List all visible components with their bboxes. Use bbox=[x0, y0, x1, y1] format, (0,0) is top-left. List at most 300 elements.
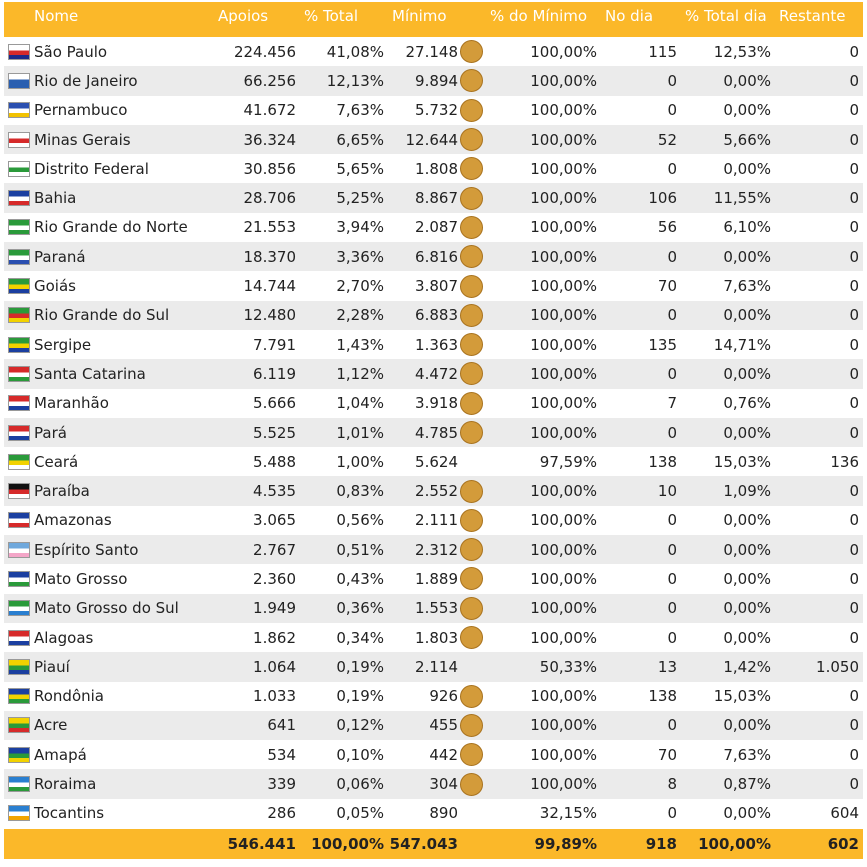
totals-restante: 602 bbox=[827, 835, 859, 854]
cell-restante: 0 bbox=[849, 716, 859, 735]
cell-no-dia: 138 bbox=[648, 687, 677, 706]
cell-minimo-value: 27.148 bbox=[405, 42, 458, 61]
cell-restante: 0 bbox=[849, 159, 859, 178]
cell-state-name: Rondônia bbox=[34, 687, 104, 706]
cell-pct-total-dia: 6,10% bbox=[723, 218, 771, 237]
cell-no-dia: 8 bbox=[667, 775, 677, 794]
parana-flag-icon bbox=[8, 249, 30, 265]
table-row[interactable] bbox=[4, 799, 863, 828]
flag-cell bbox=[4, 219, 32, 235]
cell-pct-total-dia: 0,00% bbox=[723, 159, 771, 178]
header-flag bbox=[4, 2, 32, 7]
cell-pct-total: 12,13% bbox=[326, 71, 384, 90]
cell-pct-total-dia: 0,00% bbox=[723, 511, 771, 530]
table-row[interactable] bbox=[4, 418, 863, 447]
cell-pct-minimo: 100,00% bbox=[530, 189, 597, 208]
cell-pct-total: 1,01% bbox=[336, 423, 384, 442]
cell-restante: 0 bbox=[849, 218, 859, 237]
cell-minimo bbox=[388, 450, 486, 473]
flag-cell bbox=[4, 161, 32, 177]
cell-minimo bbox=[388, 362, 486, 385]
cell-pct-minimo: 100,00% bbox=[530, 218, 597, 237]
cell-no-dia: 70 bbox=[657, 277, 677, 296]
goal-met-icon bbox=[460, 216, 483, 239]
flag-cell bbox=[4, 307, 32, 323]
cell-restante: 0 bbox=[849, 511, 859, 530]
table-row[interactable] bbox=[4, 271, 863, 300]
cell-pct-total: 5,65% bbox=[336, 159, 384, 178]
totals-pct-minimo: 99,89% bbox=[534, 835, 597, 854]
acre-flag-icon bbox=[8, 717, 30, 733]
cell-minimo bbox=[388, 187, 486, 210]
goal-met-icon bbox=[460, 773, 483, 796]
table-row[interactable] bbox=[4, 682, 863, 711]
cell-pct-total-dia: 15,03% bbox=[713, 452, 771, 471]
cell-pct-total-dia: 7,63% bbox=[723, 277, 771, 296]
cell-pct-total-dia: 1,09% bbox=[723, 482, 771, 501]
cell-minimo bbox=[388, 69, 486, 92]
cell-minimo bbox=[388, 480, 486, 503]
cell-minimo-value: 9.894 bbox=[415, 71, 458, 90]
cell-restante: 0 bbox=[849, 394, 859, 413]
sergipe-flag-icon bbox=[8, 337, 30, 353]
cell-pct-total: 0,56% bbox=[336, 511, 384, 530]
cell-minimo bbox=[388, 128, 486, 151]
flag-cell bbox=[4, 278, 32, 294]
totals-row bbox=[4, 829, 863, 859]
cell-pct-total: 0,34% bbox=[336, 628, 384, 647]
flag-cell bbox=[4, 805, 32, 821]
cell-state-name: Amapá bbox=[34, 745, 87, 764]
cell-pct-total: 0,05% bbox=[336, 804, 384, 823]
cell-pct-minimo: 100,00% bbox=[530, 687, 597, 706]
espirito-santo-flag-icon bbox=[8, 542, 30, 558]
cell-minimo-value: 2.087 bbox=[415, 218, 458, 237]
cell-apoios: 3.065 bbox=[253, 511, 296, 530]
bahia-flag-icon bbox=[8, 190, 30, 206]
goal-met-icon bbox=[460, 245, 483, 268]
goal-met-icon bbox=[460, 128, 483, 151]
goal-met-icon bbox=[460, 421, 483, 444]
header-pct-minimo[interactable]: % do Mínimo bbox=[490, 7, 588, 25]
cell-pct-total: 0,19% bbox=[336, 657, 384, 676]
cell-state-name: Paraná bbox=[34, 247, 86, 266]
cell-minimo-value: 6.883 bbox=[415, 306, 458, 325]
flag-cell bbox=[4, 747, 32, 763]
cell-restante: 0 bbox=[849, 101, 859, 120]
cell-no-dia: 115 bbox=[648, 42, 677, 61]
cell-state-name: Mato Grosso do Sul bbox=[34, 599, 179, 618]
cell-pct-total: 1,12% bbox=[336, 364, 384, 383]
goal-met-icon bbox=[460, 685, 483, 708]
table-row[interactable] bbox=[4, 476, 863, 505]
cell-state-name: Paraíba bbox=[34, 482, 90, 501]
flag-cell bbox=[4, 659, 32, 675]
cell-apoios: 18.370 bbox=[243, 247, 296, 266]
cell-restante: 0 bbox=[849, 745, 859, 764]
cell-pct-minimo: 100,00% bbox=[530, 423, 597, 442]
cell-pct-minimo: 100,00% bbox=[530, 599, 597, 618]
header-pct-total[interactable]: % Total bbox=[304, 7, 359, 25]
cell-minimo-value: 4.785 bbox=[415, 423, 458, 442]
alagoas-flag-icon bbox=[8, 630, 30, 646]
table-row[interactable] bbox=[4, 769, 863, 798]
cell-minimo-value: 442 bbox=[429, 745, 458, 764]
cell-pct-minimo: 50,33% bbox=[539, 657, 597, 676]
cell-pct-total-dia: 14,71% bbox=[713, 335, 771, 354]
cell-pct-total: 3,94% bbox=[336, 218, 384, 237]
cell-pct-minimo: 100,00% bbox=[530, 306, 597, 325]
cell-restante: 0 bbox=[849, 335, 859, 354]
cell-no-dia: 0 bbox=[667, 511, 677, 530]
rio-grande-do-sul-flag-icon bbox=[8, 307, 30, 323]
cell-apoios: 36.324 bbox=[243, 130, 296, 149]
totals-minimo bbox=[388, 833, 486, 856]
header-pct-total-dia[interactable]: % Total dia bbox=[685, 7, 767, 25]
cell-state-name: Pernambuco bbox=[34, 101, 128, 120]
cell-pct-total: 1,00% bbox=[336, 452, 384, 471]
cell-state-name: Alagoas bbox=[34, 628, 94, 647]
cell-restante: 0 bbox=[849, 364, 859, 383]
goal-met-icon bbox=[460, 40, 483, 63]
cell-pct-total: 0,19% bbox=[336, 687, 384, 706]
cell-pct-total-dia: 7,63% bbox=[723, 745, 771, 764]
table-row[interactable] bbox=[4, 359, 863, 388]
cell-pct-total: 6,65% bbox=[336, 130, 384, 149]
cell-state-name: Tocantins bbox=[34, 804, 105, 823]
amapa-flag-icon bbox=[8, 747, 30, 763]
cell-apoios: 1.033 bbox=[253, 687, 296, 706]
cell-minimo-value: 1.553 bbox=[415, 599, 458, 618]
cell-minimo bbox=[388, 773, 486, 796]
table-body bbox=[4, 37, 863, 828]
cell-minimo bbox=[388, 626, 486, 649]
cell-minimo-value: 2.114 bbox=[415, 657, 458, 676]
cell-pct-minimo: 100,00% bbox=[530, 745, 597, 764]
cell-pct-minimo: 100,00% bbox=[530, 71, 597, 90]
flag-cell bbox=[4, 600, 32, 616]
cell-no-dia: 0 bbox=[667, 364, 677, 383]
goias-flag-icon bbox=[8, 278, 30, 294]
cell-minimo bbox=[388, 509, 486, 532]
cell-pct-minimo: 100,00% bbox=[530, 130, 597, 149]
piaui-flag-icon bbox=[8, 659, 30, 675]
states-matrix-table bbox=[4, 2, 863, 859]
cell-pct-total-dia: 0,00% bbox=[723, 247, 771, 266]
table-row[interactable] bbox=[4, 535, 863, 564]
cell-pct-minimo: 32,15% bbox=[539, 804, 597, 823]
cell-minimo bbox=[388, 685, 486, 708]
cell-pct-total: 0,10% bbox=[336, 745, 384, 764]
cell-pct-total-dia: 0,00% bbox=[723, 804, 771, 823]
cell-pct-total-dia: 0,00% bbox=[723, 569, 771, 588]
cell-minimo bbox=[388, 743, 486, 766]
table-row[interactable] bbox=[4, 506, 863, 535]
cell-minimo-value: 890 bbox=[429, 804, 458, 823]
table-row[interactable] bbox=[4, 37, 863, 66]
cell-apoios: 28.706 bbox=[243, 189, 296, 208]
flag-cell bbox=[4, 542, 32, 558]
cell-restante: 0 bbox=[849, 540, 859, 559]
cell-minimo-value: 1.889 bbox=[415, 569, 458, 588]
cell-pct-minimo: 100,00% bbox=[530, 101, 597, 120]
cell-pct-total: 0,12% bbox=[336, 716, 384, 735]
cell-no-dia: 0 bbox=[667, 628, 677, 647]
table-row[interactable] bbox=[4, 652, 863, 681]
sao-paulo-flag-icon bbox=[8, 44, 30, 60]
cell-pct-total: 5,25% bbox=[336, 189, 384, 208]
cell-state-name: Acre bbox=[34, 716, 68, 735]
flag-cell bbox=[4, 249, 32, 265]
cell-pct-minimo: 100,00% bbox=[530, 716, 597, 735]
flag-cell bbox=[4, 44, 32, 60]
cell-restante: 0 bbox=[849, 130, 859, 149]
goal-met-icon bbox=[460, 509, 483, 532]
cell-pct-total: 0,83% bbox=[336, 482, 384, 501]
cell-pct-total-dia: 0,00% bbox=[723, 628, 771, 647]
flag-cell bbox=[4, 337, 32, 353]
table-row[interactable] bbox=[4, 183, 863, 212]
header-minimo[interactable]: Mínimo bbox=[392, 7, 447, 25]
cell-minimo-value: 6.816 bbox=[415, 247, 458, 266]
cell-minimo bbox=[388, 40, 486, 63]
cell-pct-total-dia: 0,76% bbox=[723, 394, 771, 413]
cell-apoios: 1.862 bbox=[253, 628, 296, 647]
cell-state-name: Distrito Federal bbox=[34, 159, 149, 178]
roraima-flag-icon bbox=[8, 776, 30, 792]
cell-pct-total-dia: 12,53% bbox=[713, 42, 771, 61]
flag-cell bbox=[4, 512, 32, 528]
para-flag-icon bbox=[8, 425, 30, 441]
goal-met-icon bbox=[460, 743, 483, 766]
pernambuco-flag-icon bbox=[8, 102, 30, 118]
cell-no-dia: 0 bbox=[667, 71, 677, 90]
cell-pct-minimo: 100,00% bbox=[530, 42, 597, 61]
cell-no-dia: 70 bbox=[657, 745, 677, 764]
cell-pct-minimo: 97,59% bbox=[539, 452, 597, 471]
cell-minimo bbox=[388, 597, 486, 620]
cell-no-dia: 0 bbox=[667, 804, 677, 823]
cell-pct-minimo: 100,00% bbox=[530, 775, 597, 794]
goal-met-icon bbox=[460, 538, 483, 561]
goal-met-icon bbox=[460, 480, 483, 503]
cell-minimo-value: 8.867 bbox=[415, 189, 458, 208]
goal-met-icon bbox=[460, 157, 483, 180]
table-row[interactable] bbox=[4, 711, 863, 740]
goal-met-icon bbox=[460, 333, 483, 356]
cell-state-name: Rio Grande do Sul bbox=[34, 306, 170, 325]
header-apoios[interactable] bbox=[214, 2, 300, 25]
cell-pct-minimo: 100,00% bbox=[530, 247, 597, 266]
header-no-dia[interactable]: No dia bbox=[605, 7, 654, 25]
cell-pct-total: 0,43% bbox=[336, 569, 384, 588]
cell-pct-total-dia: 0,87% bbox=[723, 775, 771, 794]
table-row[interactable] bbox=[4, 66, 863, 95]
cell-pct-minimo: 100,00% bbox=[530, 540, 597, 559]
cell-restante: 0 bbox=[849, 569, 859, 588]
minas-gerais-flag-icon bbox=[8, 132, 30, 148]
cell-no-dia: 10 bbox=[657, 482, 677, 501]
table-row[interactable] bbox=[4, 740, 863, 769]
cell-state-name: Sergipe bbox=[34, 335, 92, 354]
cell-apoios: 224.456 bbox=[233, 42, 296, 61]
cell-pct-minimo: 100,00% bbox=[530, 511, 597, 530]
cell-minimo-value: 5.624 bbox=[415, 452, 458, 471]
cell-pct-total: 41,08% bbox=[326, 42, 384, 61]
cell-minimo bbox=[388, 245, 486, 268]
table-row[interactable] bbox=[4, 125, 863, 154]
table-header-row bbox=[4, 2, 863, 37]
goal-met-icon bbox=[460, 597, 483, 620]
cell-pct-minimo: 100,00% bbox=[530, 394, 597, 413]
cell-apoios: 5.666 bbox=[253, 394, 296, 413]
cell-state-name: Roraima bbox=[34, 775, 97, 794]
table-row[interactable] bbox=[4, 594, 863, 623]
tocantins-flag-icon bbox=[8, 805, 30, 821]
cell-minimo-value: 1.363 bbox=[415, 335, 458, 354]
cell-minimo bbox=[388, 421, 486, 444]
goal-met-icon bbox=[460, 304, 483, 327]
santa-catarina-flag-icon bbox=[8, 366, 30, 382]
cell-no-dia: 0 bbox=[667, 159, 677, 178]
cell-minimo-value: 12.644 bbox=[405, 130, 458, 149]
flag-cell bbox=[4, 132, 32, 148]
header-restante[interactable]: Restante bbox=[779, 7, 846, 25]
cell-no-dia: 13 bbox=[657, 657, 677, 676]
header-nome[interactable]: Nome bbox=[34, 7, 79, 25]
flag-cell bbox=[4, 190, 32, 206]
cell-apoios: 41.672 bbox=[243, 101, 296, 120]
cell-state-name: Piauí bbox=[34, 657, 70, 676]
cell-state-name: Espírito Santo bbox=[34, 540, 139, 559]
goal-met-icon bbox=[460, 362, 483, 385]
cell-minimo-value: 926 bbox=[429, 687, 458, 706]
cell-pct-minimo: 100,00% bbox=[530, 159, 597, 178]
cell-minimo-value: 2.312 bbox=[415, 540, 458, 559]
cell-restante: 604 bbox=[830, 804, 859, 823]
cell-minimo bbox=[388, 99, 486, 122]
cell-pct-total-dia: 0,00% bbox=[723, 101, 771, 120]
cell-apoios: 286 bbox=[267, 804, 296, 823]
ceara-flag-icon bbox=[8, 454, 30, 470]
table-row[interactable] bbox=[4, 96, 863, 125]
flag-cell bbox=[4, 776, 32, 792]
cell-minimo-value: 3.918 bbox=[415, 394, 458, 413]
cell-restante: 0 bbox=[849, 628, 859, 647]
cell-pct-total: 0,06% bbox=[336, 775, 384, 794]
cell-no-dia: 135 bbox=[648, 335, 677, 354]
table-row[interactable] bbox=[4, 447, 863, 476]
goal-met-icon bbox=[460, 392, 483, 415]
cell-state-name: Bahia bbox=[34, 189, 77, 208]
cell-minimo-value: 3.807 bbox=[415, 277, 458, 296]
cell-no-dia: 138 bbox=[648, 452, 677, 471]
cell-pct-total: 3,36% bbox=[336, 247, 384, 266]
cell-minimo-value: 455 bbox=[429, 716, 458, 735]
cell-pct-minimo: 100,00% bbox=[530, 628, 597, 647]
cell-restante: 0 bbox=[849, 42, 859, 61]
cell-state-name: Rio de Janeiro bbox=[34, 71, 138, 90]
cell-no-dia: 0 bbox=[667, 569, 677, 588]
cell-pct-total-dia: 0,00% bbox=[723, 716, 771, 735]
cell-state-name: Rio Grande do Norte bbox=[34, 218, 188, 237]
cell-state-name: Mato Grosso bbox=[34, 569, 128, 588]
rondonia-flag-icon bbox=[8, 688, 30, 704]
cell-apoios: 5.525 bbox=[253, 423, 296, 442]
cell-no-dia: 106 bbox=[648, 189, 677, 208]
cell-pct-total-dia: 0,00% bbox=[723, 364, 771, 383]
cell-restante: 0 bbox=[849, 277, 859, 296]
table-row[interactable] bbox=[4, 389, 863, 418]
cell-no-dia: 0 bbox=[667, 540, 677, 559]
cell-no-dia: 52 bbox=[657, 130, 677, 149]
mato-grosso-do-sul-flag-icon bbox=[8, 600, 30, 616]
table-row[interactable] bbox=[4, 623, 863, 652]
flag-cell bbox=[4, 688, 32, 704]
table-row[interactable] bbox=[4, 564, 863, 593]
rio-de-janeiro-flag-icon bbox=[8, 73, 30, 89]
cell-apoios: 6.119 bbox=[253, 364, 296, 383]
cell-restante: 0 bbox=[849, 247, 859, 266]
cell-pct-total-dia: 11,55% bbox=[713, 189, 771, 208]
cell-pct-total-dia: 0,00% bbox=[723, 540, 771, 559]
cell-apoios: 5.488 bbox=[253, 452, 296, 471]
cell-restante: 0 bbox=[849, 687, 859, 706]
cell-pct-minimo: 100,00% bbox=[530, 482, 597, 501]
cell-pct-total-dia: 0,00% bbox=[723, 599, 771, 618]
cell-pct-total: 1,04% bbox=[336, 394, 384, 413]
amazonas-flag-icon bbox=[8, 512, 30, 528]
cell-restante: 1.050 bbox=[816, 657, 859, 676]
cell-apoios: 1.949 bbox=[253, 599, 296, 618]
cell-apoios: 1.064 bbox=[253, 657, 296, 676]
cell-restante: 0 bbox=[849, 599, 859, 618]
table-row[interactable] bbox=[4, 213, 863, 242]
cell-pct-total-dia: 0,00% bbox=[723, 71, 771, 90]
cell-pct-total: 0,36% bbox=[336, 599, 384, 618]
flag-cell bbox=[4, 483, 32, 499]
goal-met-icon bbox=[460, 69, 483, 92]
totals-minimo-value: 547.043 bbox=[389, 835, 458, 854]
cell-minimo-value: 5.732 bbox=[415, 101, 458, 120]
table-row[interactable] bbox=[4, 301, 863, 330]
cell-apoios: 2.360 bbox=[253, 569, 296, 588]
cell-minimo-value: 1.803 bbox=[415, 628, 458, 647]
flag-cell bbox=[4, 717, 32, 733]
table-row[interactable] bbox=[4, 330, 863, 359]
cell-state-name: São Paulo bbox=[34, 42, 108, 61]
goal-met-icon bbox=[460, 187, 483, 210]
goal-met-icon bbox=[460, 626, 483, 649]
cell-apoios: 534 bbox=[267, 745, 296, 764]
cell-pct-total: 2,28% bbox=[336, 306, 384, 325]
cell-no-dia: 7 bbox=[667, 394, 677, 413]
cell-apoios: 12.480 bbox=[243, 306, 296, 325]
cell-minimo-value: 2.552 bbox=[415, 482, 458, 501]
cell-state-name: Maranhão bbox=[34, 394, 109, 413]
cell-pct-total-dia: 1,42% bbox=[723, 657, 771, 676]
cell-pct-total: 1,43% bbox=[336, 335, 384, 354]
table-row[interactable] bbox=[4, 154, 863, 183]
cell-minimo bbox=[388, 333, 486, 356]
table-row[interactable] bbox=[4, 242, 863, 271]
flag-cell bbox=[4, 571, 32, 587]
cell-state-name: Minas Gerais bbox=[34, 130, 131, 149]
cell-restante: 0 bbox=[849, 775, 859, 794]
cell-minimo bbox=[388, 392, 486, 415]
flag-cell bbox=[4, 73, 32, 89]
cell-minimo-value: 2.111 bbox=[415, 511, 458, 530]
